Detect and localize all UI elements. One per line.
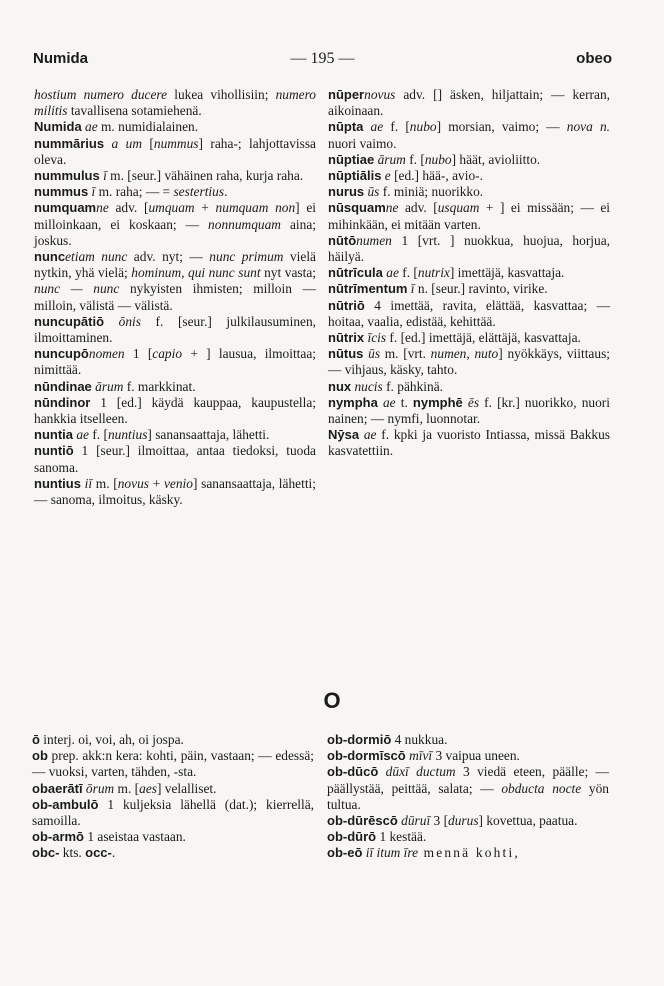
italic-text: ae xyxy=(359,427,377,443)
italic-text: mīvī xyxy=(405,748,433,764)
italic-text: nubo xyxy=(424,151,452,167)
italic-text: e xyxy=(381,168,391,184)
definition-text: . xyxy=(224,184,228,200)
header-last-word: obeo xyxy=(576,50,612,67)
italic-text: capio xyxy=(152,346,183,362)
dictionary-entry xyxy=(328,379,610,395)
definition-text: ] lausua, ilmoittaa; nimittää. xyxy=(34,346,317,378)
column-right-top xyxy=(328,87,610,460)
headword: nunc xyxy=(34,249,66,265)
definition-text: 1 [ xyxy=(124,346,153,362)
definition-text: f. kpki ja vuoristo Intiassa, missä Bakkus kasvatettiin. xyxy=(328,427,610,459)
headword: nux xyxy=(328,378,352,394)
italic-text: ūs xyxy=(363,346,381,362)
definition-text: adv. [ xyxy=(395,87,438,102)
dictionary-entry xyxy=(34,184,316,200)
italic-text: ī xyxy=(407,281,415,297)
dictionary-entry xyxy=(34,87,316,119)
dictionary-entry xyxy=(328,281,610,297)
italic-text: dūxī ductum xyxy=(378,764,456,780)
definition-text: ] äsken, hiljattain; — kerran, aikoinaan. xyxy=(328,87,610,119)
definition-text: m. [seur.] vähäinen raha, kurja raha. xyxy=(106,168,304,184)
definition-text: 3 vaipua uneen. xyxy=(432,748,520,764)
headword: nummulus xyxy=(34,168,100,184)
dictionary-entry xyxy=(328,233,610,265)
definition-text: ] nyökkäys, viittaus; — vihjaus, käsky, tahto. xyxy=(328,346,611,378)
dictionary-entry xyxy=(328,330,610,346)
definition-text: mennä kohti, xyxy=(418,845,520,861)
italic-text: durus xyxy=(448,813,479,829)
definition-text: m. raha; — = xyxy=(95,184,174,200)
dictionary-entry xyxy=(32,797,314,829)
italic-text: hostium numero ducere xyxy=(34,87,168,102)
headword: ob xyxy=(32,748,48,764)
definition-text: prep. akk:n kera: kohti, päin, vastaan; — edessä; — vuoksi, varten, tähden, -sta. xyxy=(32,748,314,780)
definition-text: ] ei milloinkaan, ei koskaan; — xyxy=(34,200,316,232)
dictionary-entry xyxy=(328,184,610,200)
headword: nuntia xyxy=(34,427,73,443)
italic-text: nutrix xyxy=(417,265,450,281)
italic-text: ōnis xyxy=(104,313,141,329)
headword: nuntius xyxy=(34,475,81,491)
definition-text: + xyxy=(479,200,500,216)
dictionary-entry xyxy=(34,168,316,184)
italic-text: nuntius xyxy=(107,427,148,443)
italic-text: nucis xyxy=(351,378,383,394)
definition-text: ] morsian, vaimo; — xyxy=(436,119,567,135)
dictionary-entry xyxy=(34,314,316,346)
dictionary-entry xyxy=(328,395,610,427)
definition-text: kts. xyxy=(59,845,86,861)
definition-text: f. [seur.] julkilausuminen, ilmoittaminen. xyxy=(34,313,317,346)
definition-text: tavallisena sotamiehenä. xyxy=(67,103,202,119)
headword: nūtus xyxy=(328,346,364,362)
headword: Numida xyxy=(34,119,82,135)
dictionary-entry xyxy=(34,346,316,378)
dictionary-entry xyxy=(328,346,610,378)
column-right-bottom xyxy=(327,732,609,862)
headword: ob-ambulō xyxy=(32,796,99,812)
headword: nūpta xyxy=(328,119,364,135)
definition-text: ] kovettua, paatua. xyxy=(478,813,578,829)
headword: nympha xyxy=(328,394,378,410)
italic-text: ūs xyxy=(364,184,380,200)
italic-text: sestertius xyxy=(173,184,225,200)
dictionary-entry xyxy=(34,379,316,395)
headword: nummārius xyxy=(34,135,105,151)
definition-text: nyt vasta; xyxy=(260,265,316,281)
dictionary-entry xyxy=(327,813,609,829)
dictionary-entry xyxy=(34,427,316,443)
definition-text: f. [kr.] nuorikko, nuori nainen; — nymfi, luonnotar. xyxy=(328,394,610,427)
headword: numquam xyxy=(34,200,97,216)
dictionary-entry xyxy=(327,764,609,813)
definition-text: m. [ xyxy=(114,780,140,796)
italic-text: hominum, qui nunc sunt xyxy=(131,265,261,281)
dictionary-entry xyxy=(32,748,314,780)
headword: occ- xyxy=(85,845,112,861)
definition-text: lukea vihollisiin; xyxy=(167,87,276,102)
definition-text: + xyxy=(182,346,207,362)
dictionary-entry xyxy=(32,845,314,861)
italic-text: obducta nocte xyxy=(501,780,582,796)
definition-text: ] ei missään; — ei mihinkään, ei mitään varten. xyxy=(328,200,610,232)
dictionary-entry xyxy=(327,829,609,845)
dictionary-entry xyxy=(34,119,316,135)
italic-text: nubo xyxy=(409,119,437,135)
definition-text: 1 [ed.] käydä kauppaa, kaupustella; hankkia itselleen. xyxy=(34,394,316,427)
definition-text: yön tultua. xyxy=(327,780,609,812)
definition-text: t. xyxy=(395,394,413,410)
headword: nurus xyxy=(328,184,365,200)
definition-text: 1 aseistaa vastaan. xyxy=(84,829,186,845)
definition-text: f. [ed.] imettäjä, elättäjä, kasvattaja. xyxy=(386,330,581,346)
italic-text: ārum xyxy=(374,151,406,167)
definition-text: joskus. xyxy=(34,232,72,248)
headword: ob-dormīscō xyxy=(327,748,406,764)
italic-text: ī xyxy=(88,184,96,200)
headword: nūptiae xyxy=(328,151,375,167)
dictionary-entry xyxy=(328,200,610,232)
italic-text: nonnumquam xyxy=(208,216,281,232)
headword: nūtō xyxy=(328,232,357,248)
italic-text: ōrum xyxy=(82,780,115,796)
definition-text: f. [ xyxy=(383,119,410,135)
headword: nūtrīcula xyxy=(328,265,383,281)
headword: nūndinor xyxy=(34,394,91,410)
definition-text: ] raha-; lahjottavissa oleva. xyxy=(34,135,316,167)
headword: obaerātī xyxy=(32,780,83,796)
dictionary-entry xyxy=(34,249,316,314)
dictionary-entry xyxy=(34,476,316,508)
definition-text: ] imettäjä, kasvattaja. xyxy=(449,265,565,281)
definition-text: 4 imettää, ravita, elättää, kasvattaa; — hoitaa, vaalia, edistää, kehittää. xyxy=(328,297,610,329)
dictionary-entry xyxy=(328,152,610,168)
headword: nūtriō xyxy=(328,297,365,313)
headword: nūsquam xyxy=(328,200,386,216)
column-left-top xyxy=(34,87,316,508)
italic-text: dūruī xyxy=(397,813,431,829)
dictionary-entry xyxy=(327,732,609,748)
headword: nymphē xyxy=(412,394,463,410)
italic-text: umquam xyxy=(148,200,195,216)
headword: Nȳsa xyxy=(328,427,360,443)
definition-text: 4 nukkua. xyxy=(391,732,448,747)
definition-text: 1 [seur.] ilmoittaa, antaa tiedoksi, tuoda sanoma. xyxy=(34,443,316,475)
headword: nuncupō xyxy=(34,346,89,362)
definition-text: + xyxy=(148,475,164,491)
definition-text: 3 viedä eteen, päälle; — päällystää, peittää, salata; — xyxy=(327,764,610,796)
italic-text: īcis xyxy=(364,330,387,346)
italic-text: ī xyxy=(99,168,107,184)
dictionary-entry xyxy=(327,845,609,861)
definition-text: 1 [vrt. xyxy=(391,232,450,248)
headword: ob-dūrō xyxy=(327,829,377,845)
definition-text: f. markkinat. xyxy=(123,378,196,394)
italic-text: usquam xyxy=(437,200,480,216)
italic-text: venio xyxy=(163,475,193,491)
italic-text: nomen xyxy=(88,346,125,362)
italic-text: nunc — nunc xyxy=(34,281,120,297)
italic-text: nova n. xyxy=(566,119,611,135)
definition-text: 1 kestää. xyxy=(376,829,427,845)
dictionary-entry xyxy=(328,265,610,281)
italic-text: ae xyxy=(363,119,384,135)
definition-text: . xyxy=(111,845,116,861)
italic-text: numen xyxy=(356,232,392,248)
definition-text: f. [ xyxy=(89,427,108,443)
definition-text: adv. nyt; — xyxy=(127,249,210,265)
definition-text: interj. oi, voi, ah, oi jospa. xyxy=(39,732,184,747)
page-number: — 195 — xyxy=(290,50,355,67)
italic-text: ae xyxy=(81,119,98,135)
headword: nūtrīmentum xyxy=(328,281,408,297)
italic-text: etiam nunc xyxy=(65,249,128,265)
page-header xyxy=(33,50,612,72)
definition-text: vielä nytkin, yhä vielä; xyxy=(34,249,316,281)
definition-text: ] velalliset. xyxy=(156,780,217,796)
headword: ob-dūrēscō xyxy=(327,813,398,829)
dictionary-entry xyxy=(328,87,610,119)
definition-text: ] sanansaattaja, lähetti; — sanoma, ilmoitus, käsky. xyxy=(34,475,316,508)
dictionary-entry xyxy=(327,748,609,764)
italic-text: ae xyxy=(382,265,399,281)
italic-text: ae xyxy=(73,427,89,443)
dictionary-entry xyxy=(328,119,610,151)
definition-text: f. [ xyxy=(398,265,418,281)
italic-text: ārum xyxy=(91,378,124,394)
headword: ob-dūcō xyxy=(327,764,379,780)
headword: ob-armō xyxy=(32,829,84,845)
definition-text: + xyxy=(194,200,216,216)
headword: nūtrix xyxy=(328,330,365,346)
headword: ō xyxy=(32,732,40,747)
definition-text: adv. [ xyxy=(398,200,438,216)
definition-text: nykyisten ihmisten; xyxy=(119,281,254,297)
definition-text: ] nuokkua, huojua, horjua, häilyä. xyxy=(328,232,610,265)
italic-text: a um xyxy=(104,135,142,151)
headword: nūptiālis xyxy=(328,168,382,184)
header-first-word: Numida xyxy=(33,50,89,67)
headword: ob-dormiō xyxy=(327,732,392,747)
dictionary-entry xyxy=(328,298,610,330)
dictionary-entry xyxy=(34,443,316,475)
definition-text: [ed.] hää-, avio-. xyxy=(390,168,483,184)
italic-text: ne xyxy=(385,200,399,216)
column-left-bottom xyxy=(32,732,314,862)
definition-text: [ xyxy=(141,135,154,151)
italic-text: numen, nuto xyxy=(430,346,499,362)
italic-text: iī itum īre xyxy=(362,845,419,861)
dictionary-entry xyxy=(34,395,316,427)
italic-text: numquam non xyxy=(215,200,296,216)
section-letter: O xyxy=(323,688,341,713)
dictionary-entry xyxy=(32,781,314,797)
italic-text: ēs xyxy=(462,394,480,410)
definition-text: milloin — milloin, välistä — välistä. xyxy=(34,281,316,313)
italic-text: ae xyxy=(377,394,396,410)
headword: nummus xyxy=(34,184,89,200)
dictionary-entry xyxy=(34,136,316,168)
dictionary-entry xyxy=(32,829,314,845)
definition-text: nuori vaimo. xyxy=(328,135,397,151)
italic-text: nummus xyxy=(153,135,199,151)
definition-text: f. pähkinä. xyxy=(382,378,443,394)
italic-text: numero militis xyxy=(34,87,317,119)
definition-text: ] sanansaattaja, lähetti. xyxy=(147,427,270,443)
italic-text: aes xyxy=(139,780,157,796)
definition-text: adv. [ xyxy=(108,200,149,216)
definition-text: ] häät, avioliitto. xyxy=(451,151,541,167)
dictionary-entry xyxy=(34,200,316,249)
definition-text: n. [seur.] ravinto, virike. xyxy=(414,281,548,297)
headword: nuncupātiō xyxy=(34,313,105,329)
italic-text: ne xyxy=(96,200,109,216)
definition-text: aina; xyxy=(280,216,316,232)
headword: nuntiō xyxy=(34,443,74,459)
dictionary-entry xyxy=(328,168,610,184)
dictionary-entry xyxy=(32,732,314,748)
definition-text: f. [ xyxy=(405,151,425,167)
headword: ob-eō xyxy=(327,845,363,861)
italic-text: novus xyxy=(364,87,396,102)
italic-text: nunc primum xyxy=(209,249,284,265)
definition-text: f. miniä; nuorikko. xyxy=(379,184,484,200)
definition-text: m. [vrt. xyxy=(380,346,431,362)
definition-text: m. [ xyxy=(92,475,118,491)
headword: obc- xyxy=(32,845,60,861)
definition-text: m. numidialainen. xyxy=(97,119,199,135)
definition-text: 1 kuljeksia lähellä (dat.); kierrellä, samoilla. xyxy=(32,796,314,829)
italic-text: iī xyxy=(80,475,93,491)
headword: nūndinae xyxy=(34,378,92,394)
definition-text: 3 [ xyxy=(430,813,449,829)
italic-text: novus xyxy=(117,475,149,491)
headword: nūper xyxy=(328,87,365,102)
dictionary-entry xyxy=(328,427,610,459)
